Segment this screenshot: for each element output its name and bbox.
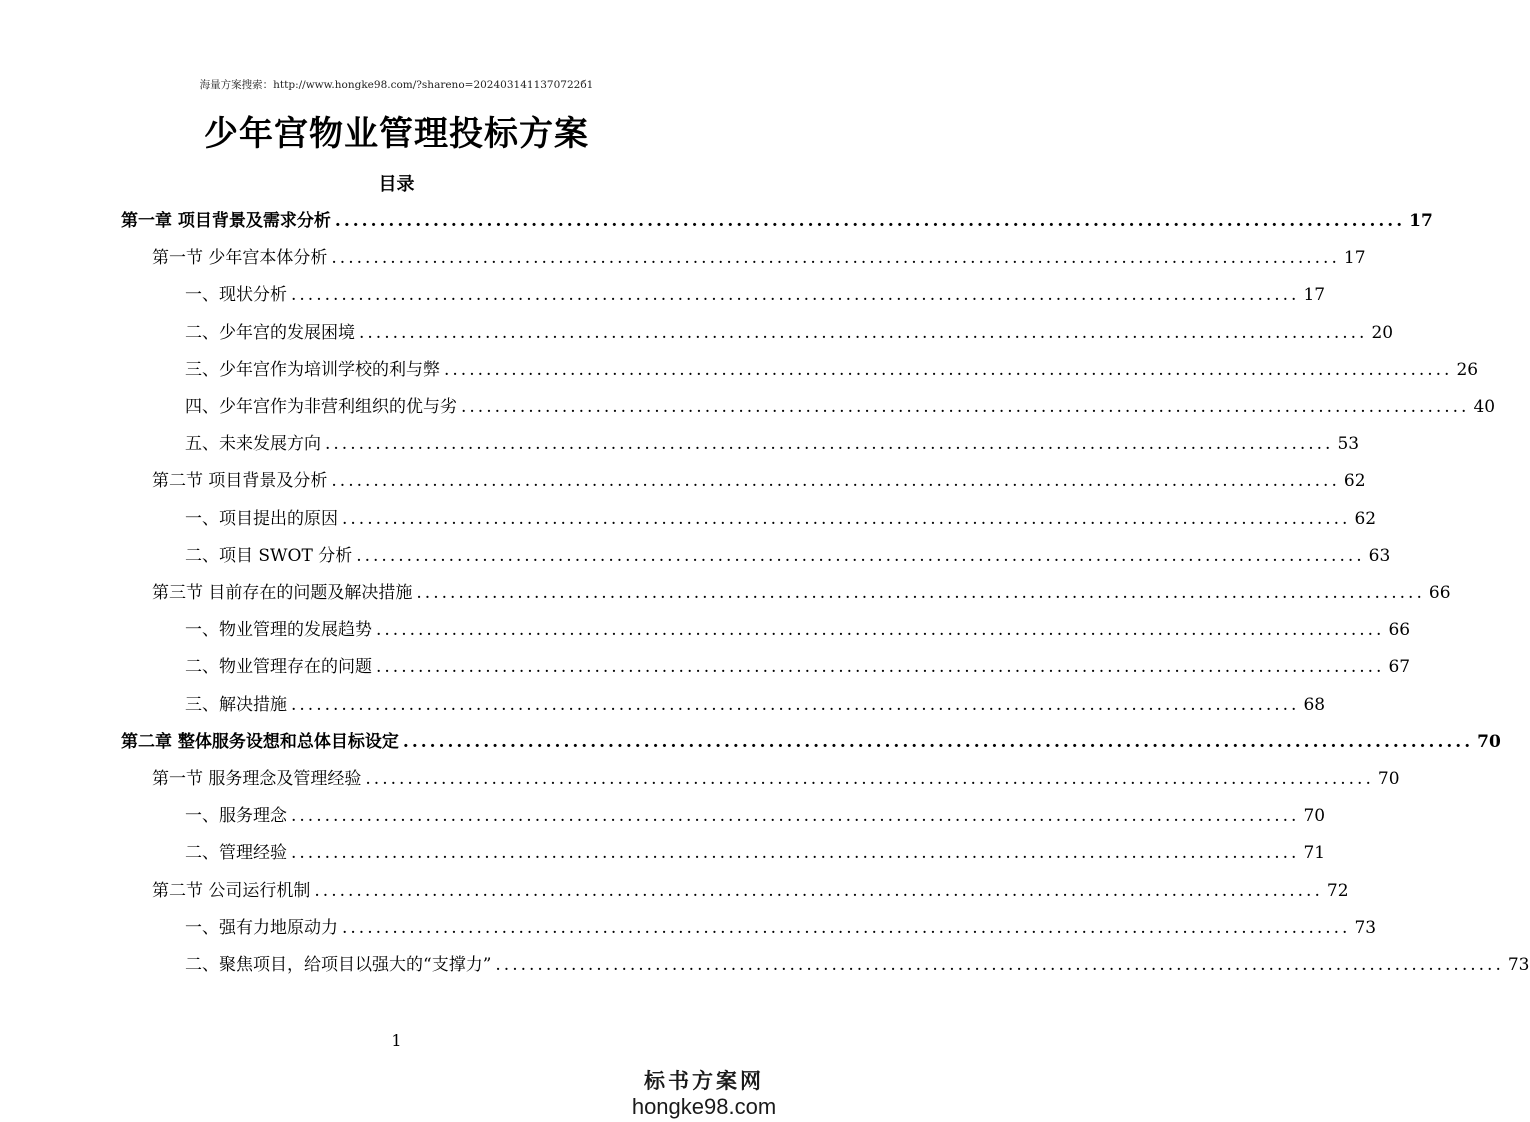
toc-subsection-entry[interactable] bbox=[185, 687, 1326, 724]
watermark-logo bbox=[629, 1068, 779, 1120]
toc-entry-label: 第二章 整体服务设想和总体目标设定 bbox=[121, 731, 399, 752]
toc-section-entry[interactable] bbox=[152, 463, 1366, 500]
toc-entry-page: 20 bbox=[1371, 322, 1394, 343]
document-title: 少年宫物业管理投标方案 bbox=[204, 114, 589, 154]
toc-section-entry[interactable] bbox=[152, 575, 1451, 612]
toc-dot-leader: ........................................................................................................................ bbox=[291, 843, 1300, 864]
toc-subsection-entry[interactable] bbox=[185, 910, 1377, 947]
toc-entry-page: 66 bbox=[1388, 620, 1411, 641]
toc-entry-page: 70 bbox=[1303, 806, 1326, 827]
toc-entry-page: 70 bbox=[1477, 731, 1501, 752]
toc-subsection-entry[interactable] bbox=[185, 612, 1411, 649]
toc-entry-page: 67 bbox=[1388, 657, 1411, 678]
toc-entry-page: 63 bbox=[1368, 545, 1391, 566]
toc-dot-leader: ........................................................................................................................ bbox=[334, 211, 1406, 231]
toc-entry-label: 二、聚焦项目，给项目以强大的“支撑力” bbox=[185, 955, 492, 975]
toc-chapter-entry[interactable] bbox=[121, 724, 1501, 761]
toc-entry-page: 62 bbox=[1343, 471, 1366, 492]
toc-dot-leader: ........................................................................................................................ bbox=[416, 583, 1425, 603]
toc-entry-page: 17 bbox=[1303, 285, 1326, 306]
toc-entry-page: 71 bbox=[1303, 843, 1326, 864]
toc-entry-page: 53 bbox=[1337, 434, 1360, 455]
toc-dot-leader: ........................................................................................................................ bbox=[291, 806, 1300, 827]
toc-dot-leader: ........................................................................................................................ bbox=[325, 434, 1334, 455]
toc-dot-leader: ........................................................................................................................ bbox=[495, 955, 1504, 975]
toc-entry-page: 70 bbox=[1377, 769, 1400, 789]
toc-subsection-entry[interactable] bbox=[185, 389, 1496, 426]
toc-subsection-entry[interactable] bbox=[185, 501, 1377, 538]
toc-entry-label: 三、解决措施 bbox=[185, 694, 287, 715]
toc-dot-leader: ........................................................................................................................ bbox=[356, 545, 1365, 566]
toc-entry-label: 一、项目提出的原因 bbox=[185, 508, 338, 529]
toc-entry-label: 四、少年宫作为非营利组织的优与劣 bbox=[185, 397, 457, 417]
toc-entry-page: 66 bbox=[1428, 583, 1451, 603]
watermark-en-text: hongke98.com bbox=[631, 1094, 777, 1119]
toc-entry-page: 73 bbox=[1507, 955, 1530, 975]
toc-subsection-entry[interactable] bbox=[185, 649, 1411, 686]
toc-entry-page: 62 bbox=[1354, 508, 1377, 529]
toc-dot-leader: ........................................................................................................................ bbox=[376, 620, 1385, 641]
toc-subsection-entry[interactable] bbox=[185, 352, 1479, 389]
toc-subsection-entry[interactable] bbox=[185, 277, 1326, 314]
toc-entry-page: 68 bbox=[1303, 694, 1326, 715]
toc-dot-leader: ........................................................................................................................ bbox=[331, 248, 1340, 269]
toc-dot-leader: ........................................................................................................................ bbox=[314, 880, 1323, 901]
toc-entry-label: 第一节 少年宫本体分析 bbox=[152, 248, 328, 269]
toc-entry-label: 一、服务理念 bbox=[185, 806, 287, 827]
toc-entry-label: 第二节 项目背景及分析 bbox=[152, 471, 328, 492]
toc-section-entry[interactable] bbox=[152, 240, 1366, 277]
toc-chapter-entry[interactable] bbox=[121, 203, 1433, 240]
toc-section-entry[interactable] bbox=[152, 873, 1349, 910]
toc-dot-leader: ........................................................................................................................ bbox=[291, 694, 1300, 715]
toc-subsection-entry[interactable] bbox=[185, 315, 1394, 352]
toc-entry-label: 第二节 公司运行机制 bbox=[152, 880, 311, 901]
toc-entry-label: 一、现状分析 bbox=[185, 285, 287, 306]
toc-dot-leader: ........................................................................................................................ bbox=[342, 508, 1351, 529]
toc-section-entry[interactable] bbox=[152, 761, 1400, 798]
toc-entry-page: 17 bbox=[1409, 211, 1433, 231]
toc-entry-label: 一、强有力地原动力 bbox=[185, 917, 338, 938]
toc-dot-leader: ........................................................................................................................ bbox=[444, 359, 1453, 380]
toc-subsection-entry[interactable] bbox=[185, 426, 1360, 463]
toc-entry-label: 第一节 服务理念及管理经验 bbox=[152, 769, 362, 789]
toc-entry-label: 三、少年宫作为培训学校的利与弊 bbox=[185, 359, 440, 380]
toc-entry-label: 二、物业管理存在的问题 bbox=[185, 657, 372, 678]
toc-dot-leader: ........................................................................................................................ bbox=[359, 322, 1368, 343]
toc-entry-page: 40 bbox=[1473, 397, 1496, 417]
toc-subsection-entry[interactable] bbox=[185, 538, 1391, 575]
toc-dot-leader: ........................................................................................................................ bbox=[291, 285, 1300, 306]
toc-subsection-entry[interactable] bbox=[185, 947, 1530, 984]
toc-entry-page: 26 bbox=[1456, 359, 1479, 380]
toc-heading: 目录 bbox=[378, 174, 415, 195]
page-number: 1 bbox=[391, 1031, 402, 1050]
source-url-line[interactable]: 海量方案搜索：http://www.hongke98.com/?shareno=2024031411370722б1 bbox=[199, 79, 594, 91]
toc-entry-label: 二、管理经验 bbox=[185, 843, 287, 864]
toc-dot-leader: ........................................................................................................................ bbox=[402, 731, 1474, 752]
toc-dot-leader: ........................................................................................................................ bbox=[376, 657, 1385, 678]
toc-entry-label: 五、未来发展方向 bbox=[185, 434, 321, 455]
watermark-cn-text: 标书方案网 bbox=[644, 1068, 764, 1093]
toc-dot-leader: ........................................................................................................................ bbox=[461, 397, 1470, 417]
toc-subsection-entry[interactable] bbox=[185, 835, 1326, 872]
toc-dot-leader: ........................................................................................................................ bbox=[365, 769, 1374, 789]
toc-subsection-entry[interactable] bbox=[185, 798, 1326, 835]
toc-dot-leader: ........................................................................................................................ bbox=[342, 917, 1351, 938]
toc-entry-label: 第三节 目前存在的问题及解决措施 bbox=[152, 583, 413, 603]
toc-entry-label: 二、少年宫的发展困境 bbox=[185, 322, 355, 343]
toc-entry-label: 第一章 项目背景及需求分析 bbox=[121, 211, 331, 231]
toc-entry-page: 17 bbox=[1343, 248, 1366, 269]
toc-entry-page: 72 bbox=[1326, 880, 1349, 901]
toc-entry-label: 二、项目 SWOT 分析 bbox=[185, 545, 353, 566]
toc-dot-leader: ........................................................................................................................ bbox=[331, 471, 1340, 492]
toc-entry-page: 73 bbox=[1354, 917, 1377, 938]
toc-entry-label: 一、物业管理的发展趋势 bbox=[185, 620, 372, 641]
